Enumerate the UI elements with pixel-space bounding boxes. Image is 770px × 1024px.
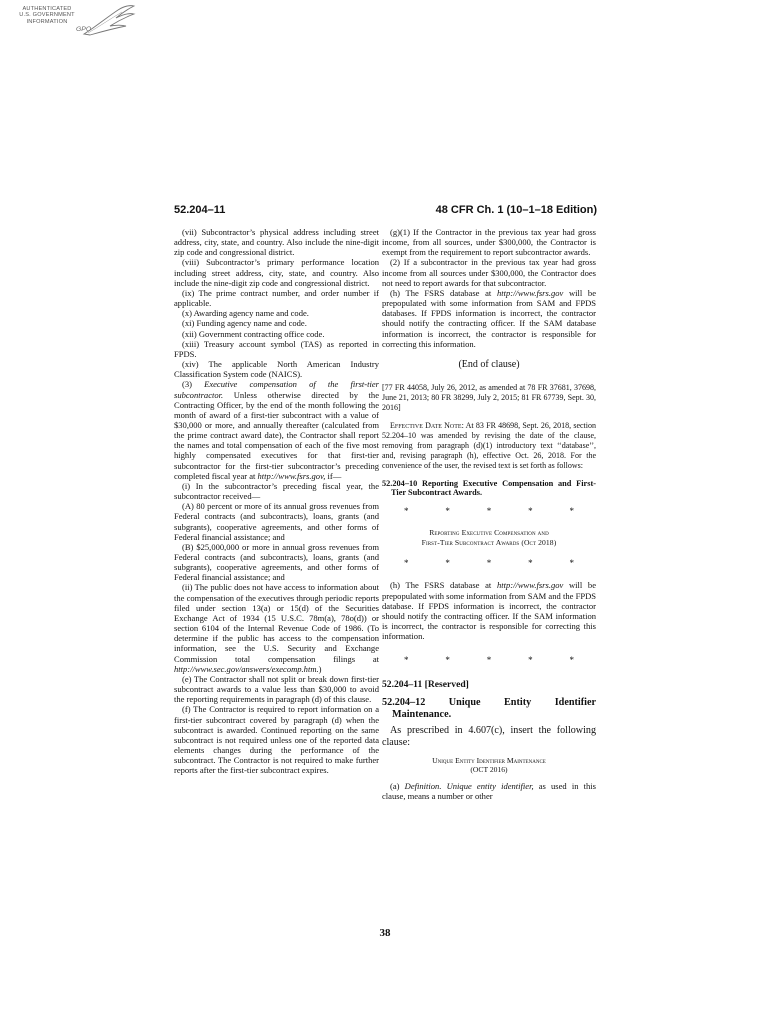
note-label: Effective Date Note: [390, 420, 464, 430]
star-glyph: * [445, 558, 450, 569]
paragraph: (vii) Subcontractor’s physical address including street address, city, state, and country. Also include the nine-digit zip code and congressional district. [174, 227, 379, 258]
paragraph [382, 781, 596, 801]
paragraph: (x) Awarding agency name and code. [182, 308, 309, 319]
paragraph: (xiv) The applicable North American Industry Classification System code (NAICS). [174, 359, 379, 380]
ellipsis-stars [382, 506, 596, 516]
paragraph: (A) 80 percent or more of its annual gross revenues from Federal contracts (and subcontracts), loans, grants (and subgrants), cooperative agreements, and other forms of Federal financial assistance; and [174, 501, 379, 542]
star-glyph: * [486, 558, 492, 569]
stamp-line-1: AUTHENTICATED [22, 6, 72, 12]
stamp-line-2: U.S. GOVERNMENT [19, 12, 75, 19]
section-heading-52-204-11: 52.204–11 [Reserved] [382, 679, 469, 691]
paragraph: (xi) Funding agency name and code. [182, 318, 307, 329]
right-column [382, 227, 596, 802]
star-glyph: * [528, 655, 533, 666]
paragraph [174, 379, 379, 481]
ellipsis-stars [382, 558, 596, 568]
star-glyph: * [486, 655, 492, 666]
star-glyph: * [404, 506, 409, 517]
para-text: will be prepopulated with some information from SAM and FPDS databases. If FPDS information is incorrect, the contractor should notify the contracting officer. If the SAM database information is incorrect, the contractor is responsible for correcting this information. [382, 287, 596, 349]
star-glyph: * [528, 558, 533, 569]
paragraph: (xiii) Treasury account symbol (TAS) as reported in FPDS. [174, 338, 379, 359]
star-glyph: * [404, 655, 409, 666]
stamp-line-3: INFORMATION [26, 18, 68, 25]
paragraph [382, 580, 596, 641]
para-text: if— [325, 470, 342, 481]
paragraph: (2) If a subcontractor in the previous tax year had gross income from all sources under $300,000, the Contractor does not need to report awards for that subcontractor. [382, 257, 596, 288]
stamp-text [6, 6, 88, 25]
ellipsis-stars [382, 655, 596, 665]
paragraph: (f) The Contractor is required to report information on a first-tier subcontract covered by paragraph (d) when the subcontract is awarded. Continued reporting on the same subcontract is not required unless one of the reported data elements changes during the performance of the subcontract. The Contractor is not required to make further reports after the first-tier subcontract expires. [174, 704, 379, 776]
para-text: ) [318, 663, 322, 674]
section-number: 52.204–11 [174, 204, 226, 216]
running-head [174, 204, 597, 220]
para-text: will be prepopulated with some information from SAM and the FPDS database. If FPDS information is incorrect, the contractor should notify the contracting officer. If the SAM information is incorrect, the contractor is responsible for correcting this information. [382, 580, 596, 642]
heading-word: Entity [504, 697, 532, 709]
star-glyph: * [486, 506, 492, 517]
italic-heading: Executive compensation of the first-tier subcontractor. [174, 379, 379, 400]
section-heading-52-204-10: 52.204–10 Reporting Executive Compensation and First-Tier Subcontract Awards. [382, 478, 596, 498]
heading-line-2: Maintenance. [392, 709, 452, 721]
paragraph [174, 582, 379, 673]
para-text: Unless otherwise directed by the Contracting Officer, by the end of the month following the month of award of a first-tier subcontract with a value of $30,000 or more, and annually thereafter (calculated from the prime contract award date), the Contractor shall report the names and total compensation of each of the five most highly compensated executives for that first-tier subcontractor for the first-tier subcontractor’s preceding completed fiscal year at [174, 389, 379, 481]
para-num: (a) [390, 781, 405, 792]
note-text: At 83 FR 48698, Sept. 26, 2018, section 52.204–10 was amended by revising the date of the clause, removing from paragraph (d)(1) introductory text ‘‘database’’, and, revising paragraph (h), effective Oct. 26, 2018. For the convenience of the user, the revised text is set forth as follows: [382, 420, 597, 470]
clause-title-text: Unique Entity Identifier Maintenance [432, 755, 546, 765]
para-num: (3) [182, 379, 205, 390]
paragraph: (i) In the subcontractor’s preceding fiscal year, the subcontractor received— [174, 480, 379, 502]
end-of-clause: (End of clause) [458, 358, 520, 370]
star-glyph: * [445, 655, 450, 666]
paragraph: (viii) Subcontractor’s primary performance location including street address, city, state, and country. Also include the nine-digit zip code and congressional district. [174, 257, 379, 288]
star-glyph: * [528, 506, 533, 517]
heading-word: Unique [448, 697, 481, 709]
clause-date: (OCT 2016) [470, 765, 508, 775]
url-text: http://www.fsrs.gov [496, 580, 564, 591]
paragraph: (e) The Contractor shall not split or break down first-tier subcontract awards to a value less than $30,000 to avoid the reporting requirements in paragraph (d) of this clause. [174, 673, 379, 705]
clause-title-caps [382, 528, 596, 548]
caps-line-1: Reporting Executive Compensation and [429, 528, 549, 538]
star-glyph: * [445, 506, 450, 517]
prescription-text: As prescribed in 4.607(c), insert the following clause: [382, 725, 596, 749]
section-heading-52-204-12 [382, 697, 596, 721]
stamp-gpo: GPO [76, 26, 92, 33]
effective-date-note [382, 421, 596, 471]
paragraph: (ix) The prime contract number, and order number if applicable. [174, 287, 379, 309]
para-text: (h) The FSRS database at [390, 580, 497, 591]
paragraph: (g)(1) If the Contractor in the previous tax year had gross income, from all sources, under $300,000, the Contractor is exempt from the requirement to report subcontractor awards. [382, 227, 596, 258]
page-number: 38 [379, 927, 391, 939]
italic-heading: Definition. Unique entity identifier, [404, 781, 534, 792]
star-glyph: * [569, 558, 574, 569]
authentication-stamp [6, 4, 138, 50]
paragraph: (B) $25,000,000 or more in annual gross revenues from Federal contracts (and subcontracts), loans, grants (and subgrants), cooperative agreements, and other forms of Federal financial assistance; and [174, 541, 379, 583]
star-glyph: * [569, 506, 574, 517]
paragraph [382, 288, 596, 349]
heading-word: 52.204–12 [382, 697, 426, 709]
clause-title [382, 756, 596, 776]
url-text: http://www.sec.gov/answers/execomp.htm. [174, 663, 319, 674]
url-text: http://www.fsrs.gov [496, 287, 564, 298]
volume-title: 48 CFR Ch. 1 (10–1–18 Edition) [435, 204, 597, 216]
url-text: http://www.fsrs.gov, [257, 470, 326, 481]
star-glyph: * [569, 655, 574, 666]
heading-line-1 [382, 697, 596, 709]
para-text: (h) The FSRS database at [390, 287, 497, 298]
citation: [77 FR 44058, July 26, 2012, as amended at 78 FR 37681, 37698, June 21, 2013; 80 FR 38299, July 2, 2015; 81 FR 67739, Sept. 30, 2016] [382, 382, 596, 412]
para-text: (ii) The public does not have access to information about the compensation of the executives through periodic reports filed under section 13(a) or 15(d) of the Securities Exchange Act of 1934 (15 U.S.C. 78m(a), 78o(d)) or section 6104 of the Internal Revenue Code of 1986. (To determine if the public has access to the compensation information, see the U.S. Security and Exchange Commission total compensation filings at [174, 582, 379, 664]
caps-line-2: First-Tier Subcontract Awards (Oct 2018) [421, 538, 557, 548]
para-text: as used in this clause, means a number or other [382, 781, 597, 802]
heading-word: Identifier [554, 697, 596, 709]
left-column [174, 227, 379, 775]
paragraph: (xii) Government contracting office code. [182, 328, 325, 339]
star-glyph: * [404, 558, 409, 569]
